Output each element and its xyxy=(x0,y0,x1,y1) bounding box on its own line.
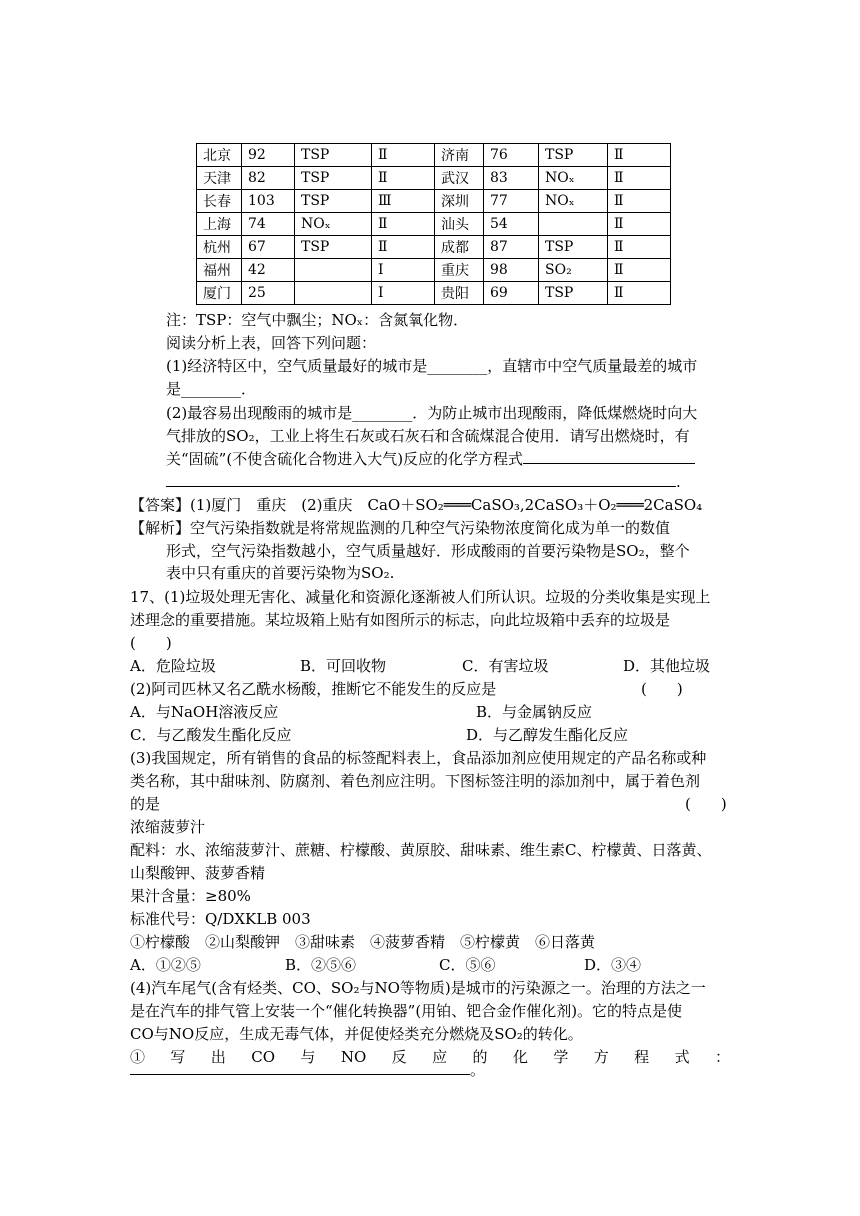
answer-line: 【答案】(1)厦门 重庆 (2)重庆 CaO＋SO₂═══CaSO₃,2CaSO₃＋O₂═══2CaSO₄ xyxy=(130,496,703,514)
analysis-line-3: 表中只有重庆的首要污染物为SO₂. xyxy=(166,564,395,582)
table-cell: Ⅱ xyxy=(608,213,671,236)
q17-4-line-2: 是在汽车的排气管上安装一个“催化转换器”(用铂、钯合金作催化剂)。它的特点是使 xyxy=(130,1002,683,1020)
label-title: 浓缩菠萝汁 xyxy=(130,818,206,836)
table-cell: 82 xyxy=(242,167,295,190)
table-cell: 74 xyxy=(242,213,295,236)
table-row xyxy=(197,144,671,167)
table-cell: 北京 xyxy=(197,144,242,167)
table-cell: TSP xyxy=(539,236,608,259)
question-2-line-4: . xyxy=(166,472,681,492)
table-cell: 重庆 xyxy=(435,259,484,282)
table-cell: TSP xyxy=(295,167,372,190)
table-cell: Ⅱ xyxy=(372,236,435,259)
table-cell: 深圳 xyxy=(435,190,484,213)
table-cell: TSP xyxy=(539,282,608,305)
table-cell: TSP xyxy=(295,144,372,167)
analysis-line-1: 【解析】空气污染指数就是将常规监测的几种空气污染物浓度简化成为单一的数值 xyxy=(130,519,671,537)
table-cell: 83 xyxy=(484,167,539,190)
table-cell: 87 xyxy=(484,236,539,259)
q17-4-line-4: ① 写 出 CO 与 NO 反 应 的 化 学 方 程 式 ： xyxy=(130,1048,730,1066)
table-cell: NOₓ xyxy=(539,167,608,190)
q17-3-paren: ( ) xyxy=(685,795,727,813)
table-cell: Ⅱ xyxy=(608,167,671,190)
table-cell: 汕头 xyxy=(435,213,484,236)
table-cell xyxy=(295,259,372,282)
q17-2-stem: (2)阿司匹林又名乙酰水杨酸，推断它不能发生的反应是 xyxy=(130,680,497,698)
table-cell: 42 xyxy=(242,259,295,282)
q17-3-items: ①柠檬酸 ②山梨酸钾 ③甜味素 ④菠萝香精 ⑤柠檬黄 ⑥日落黄 xyxy=(130,933,596,951)
table-cell: 98 xyxy=(484,259,539,282)
label-juice-content: 果汁含量：≥80% xyxy=(130,887,251,905)
q17-option-a: A．危险垃圾 xyxy=(130,657,216,675)
table-cell: Ⅱ xyxy=(608,190,671,213)
q17-4-line-5: 。 xyxy=(130,1060,485,1080)
analysis-line-2: 形式，空气污染指数越小，空气质量越好．形成酸雨的首要污染物是SO₂，整个 xyxy=(166,542,690,560)
q17-3-line-1: (3)我国规定，所有销售的食品的标签配料表上，食品添加剂应使用规定的产品名称或种 xyxy=(130,749,707,767)
table-cell: Ⅱ xyxy=(372,167,435,190)
table-cell: TSP xyxy=(539,144,608,167)
table-cell: 长春 xyxy=(197,190,242,213)
table-cell: Ⅱ xyxy=(608,236,671,259)
label-ingredients-1: 配料：水、浓缩菠萝汁、蔗糖、柠檬酸、黄原胶、甜味素、维生素C、柠檬黄、日落黄、 xyxy=(130,841,712,859)
table-cell: 天津 xyxy=(197,167,242,190)
air-quality-table xyxy=(196,143,671,305)
q17-4-line-1: (4)汽车尾气(含有烃类、CO、SO₂与NO等物质)是城市的污染源之一。治理的方法之一 xyxy=(130,979,706,997)
table-cell: Ⅱ xyxy=(608,282,671,305)
table-cell: 济南 xyxy=(435,144,484,167)
table-cell: 贵阳 xyxy=(435,282,484,305)
table-cell: Ⅱ xyxy=(608,259,671,282)
table-row xyxy=(197,259,671,282)
table-row xyxy=(197,167,671,190)
table-cell: Ⅱ xyxy=(608,144,671,167)
table-row xyxy=(197,190,671,213)
table-cell xyxy=(539,213,608,236)
table-cell: Ⅰ xyxy=(372,259,435,282)
table-cell: 厦门 xyxy=(197,282,242,305)
table-cell: 77 xyxy=(484,190,539,213)
intro-text: 阅读分析上表，回答下列问题： xyxy=(166,334,377,352)
q17-2-option-c: C．与乙酸发生酯化反应 xyxy=(130,726,292,744)
q17-3-line-2: 类名称，其中甜味剂、防腐剂、着色剂应注明。下图标签注明的添加剂中，属于着色剂 xyxy=(130,772,701,790)
question-1-line-2: 是________． xyxy=(166,380,257,398)
label-standard-code: 标准代号：Q/DXKLB 003 xyxy=(130,910,311,928)
table-cell: 54 xyxy=(484,213,539,236)
question-2-line-3: 关“固硫”(不使含硫化合物进入大气)反应的化学方程式 xyxy=(166,449,695,469)
answer-blank-2 xyxy=(166,472,676,487)
table-cell xyxy=(295,282,372,305)
table-cell: Ⅱ xyxy=(372,213,435,236)
table-cell: Ⅱ xyxy=(372,144,435,167)
q17-4-line-3: CO与NO反应，生成无毒气体，并促使烃类充分燃烧及SO₂的转化。 xyxy=(130,1025,583,1043)
table-cell: TSP xyxy=(295,236,372,259)
table-cell: 杭州 xyxy=(197,236,242,259)
table-cell: 103 xyxy=(242,190,295,213)
q17-option-d: D．其他垃圾 xyxy=(623,657,711,675)
question-1-line-1: (1)经济特区中，空气质量最好的城市是________，直辖市中空气质量最差的城市 xyxy=(166,357,698,375)
q17-2-option-d: D．与乙醇发生酯化反应 xyxy=(466,726,629,744)
q17-3-option-d: D．③④ xyxy=(584,956,642,974)
q17-2-option-a: A．与NaOH溶液反应 xyxy=(130,703,279,721)
question-2-line-2: 气排放的SO₂，工业上将生石灰或石灰石和含硫煤混合使用．请写出燃烧时，有 xyxy=(166,427,690,445)
table-cell: 76 xyxy=(484,144,539,167)
table-cell: 武汉 xyxy=(435,167,484,190)
table-cell: 福州 xyxy=(197,259,242,282)
q17-line-1: 17、(1)垃圾处理无害化、减量化和资源化逐渐被人们所认识。垃圾的分类收集是实现上 xyxy=(130,588,711,606)
table-cell: 67 xyxy=(242,236,295,259)
table-cell: 上海 xyxy=(197,213,242,236)
answer-blank-3 xyxy=(130,1060,470,1075)
q17-2-option-b: B．与金属钠反应 xyxy=(476,703,593,721)
q17-3-line-3: 的是 xyxy=(130,795,161,813)
table-cell: 成都 xyxy=(435,236,484,259)
table-cell: Ⅲ xyxy=(372,190,435,213)
table-cell: SO₂ xyxy=(539,259,608,282)
answer-blank xyxy=(523,449,695,464)
table-row xyxy=(197,282,671,305)
q17-option-b: B．可回收物 xyxy=(300,657,387,675)
table-cell: NOₓ xyxy=(295,213,372,236)
table-cell: 25 xyxy=(242,282,295,305)
q17-line-2: 述理念的重要措施。某垃圾箱上贴有如图所示的标志，向此垃圾箱中丢弃的垃圾是 xyxy=(130,611,671,629)
label-ingredients-2: 山梨酸钾、菠萝香精 xyxy=(130,864,266,882)
table-row xyxy=(197,213,671,236)
table-cell: NOₓ xyxy=(539,190,608,213)
q17-line-3: ( ) xyxy=(130,634,172,652)
q17-2-paren: ( ) xyxy=(641,680,683,698)
q17-3-option-a: A．①②⑤ xyxy=(130,956,201,974)
question-2-line-1: (2)最容易出现酸雨的城市是________．为防止城市出现酸雨，降低煤燃烧时向大 xyxy=(166,404,698,422)
table-cell: TSP xyxy=(295,190,372,213)
table-note: 注：TSP：空气中飘尘；NOₓ：含氮氧化物． xyxy=(166,311,469,329)
q17-option-c: C．有害垃圾 xyxy=(462,657,549,675)
q17-3-option-b: B．②⑤⑥ xyxy=(285,956,357,974)
q17-3-option-c: C．⑤⑥ xyxy=(439,956,496,974)
table-cell: Ⅰ xyxy=(372,282,435,305)
table-row xyxy=(197,236,671,259)
table-cell: 69 xyxy=(484,282,539,305)
table-cell: 92 xyxy=(242,144,295,167)
